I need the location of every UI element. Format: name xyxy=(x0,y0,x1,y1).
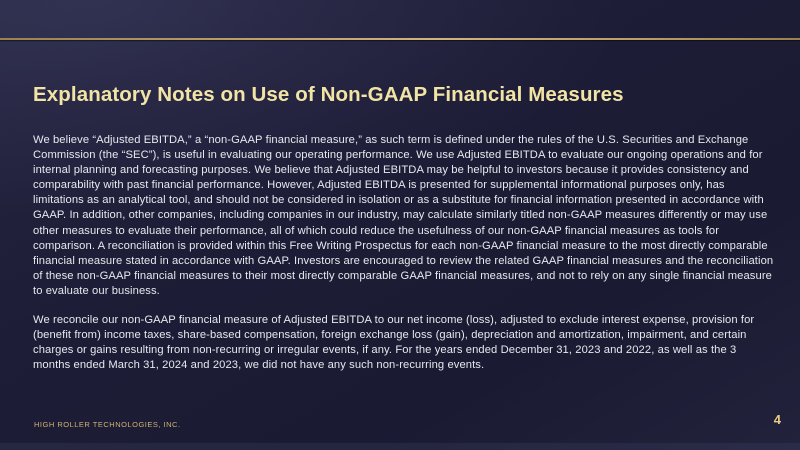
gold-divider-line xyxy=(0,38,800,40)
body-paragraph-2: We reconcile our non-GAAP financial measure of Adjusted EBITDA to our net income (loss), adjusted to exclude interest expense, provision for (benefit from) income taxes, share-based compensation, foreign exchange loss (gain), depreciation and amortization, impairment, and certain charges or gains resulting from non-recurring or irregular events, if any. For the years ended December 31, 2023 and 2022, as well as the 3 months ended March 31, 2024 and 2023, we did not have any such non-recurring events. xyxy=(33,314,755,372)
page-number: 4 xyxy=(773,412,781,427)
page-title: Explanatory Notes on Use of Non-GAAP Financial Measures xyxy=(33,83,624,106)
body-paragraph-1: We believe “Adjusted EBITDA,” a “non-GAAP financial measure,” as such term is defined under the rules of the U.S. Securities and Exchange Commission (the “SEC”), is useful in evaluating our operating performance. We use Adjusted EBITDA to evaluate our ongoing operations and for internal planning and forecasting purposes. We believe that Adjusted EBITDA may be helpful to investors because it provides consistency and comparability with past financial performance. However, Adjusted EBITDA is presented for supplemental informational purposes only, has limitations as an analytical tool, and should not be considered in isolation or as a substitute for financial information presented in accordance with GAAP. In addition, other companies, including companies in our industry, may calculate similarly titled non-GAAP measures differently or may use other measures to evaluate their performance, all of which could reduce the usefulness of our non-GAAP financial measures as tools for comparison. A reconciliation is provided within this Free Writing Prospectus for each non-GAAP financial measure to the most directly comparable financial measure stated in accordance with GAAP. Investors are encouraged to review the related GAAP financial measures and the reconciliation of these non-GAAP financial measures to their most directly comparable GAAP financial measures, and not to rely on any single financial measure to evaluate our business. xyxy=(33,134,774,297)
body-content xyxy=(33,133,774,373)
footer-company-name: HIGH ROLLER TECHNOLOGIES, INC. xyxy=(34,420,181,429)
